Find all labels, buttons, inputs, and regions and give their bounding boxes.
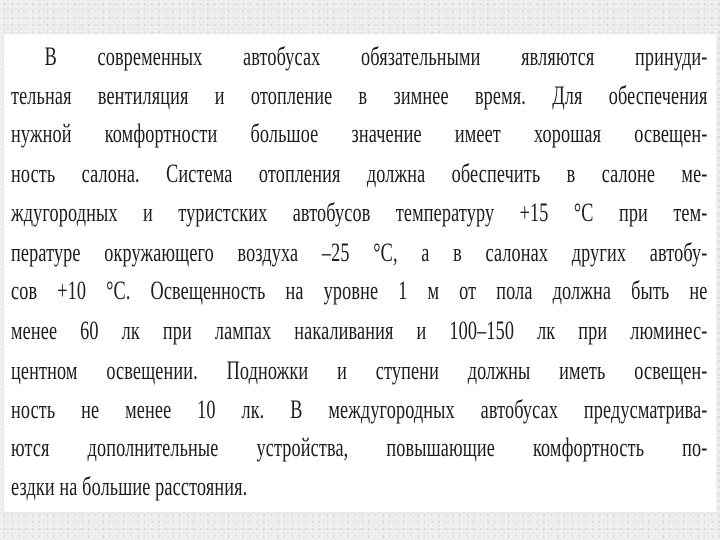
text-line-8: менее 60 лк при лампах накаливания и 100–150 лк при люминес- (11, 316, 708, 345)
paragraph (4, 34, 716, 512)
text-line-1: В современных автобусах обязательными являются принуди- (44, 42, 708, 71)
text-line-3: нужной комфортности большое значение имеет хорошая освещен- (11, 119, 708, 148)
text-line-5: ждугородных и туристских автобусов температуру +15 °С при тем- (11, 198, 708, 227)
text-line-6: пературе окружающего воздуха –25 °С, а в салонах других автобу- (11, 238, 708, 267)
text-line-2: тельная вентиляция и отопление в зимнее время. Для обеспечения (11, 81, 708, 110)
text-line-7: сов +10 °С. Освещенность на уровне 1 м от пола должна быть не (11, 276, 708, 305)
text-line-9: центном освещении. Подножки и ступени должны иметь освещен- (11, 356, 708, 385)
text-line-11: ются дополнительные устройства, повышающие комфортность по- (11, 433, 708, 462)
text-line-4: ность салона. Система отопления должна обеспечить в салоне ме- (11, 159, 708, 188)
text-line-10: ность не менее 10 лк. В междугородных автобусах предусматрива- (11, 395, 708, 424)
scanned-page (4, 34, 716, 512)
text-line-12: ездки на большие расстояния. (11, 472, 248, 501)
